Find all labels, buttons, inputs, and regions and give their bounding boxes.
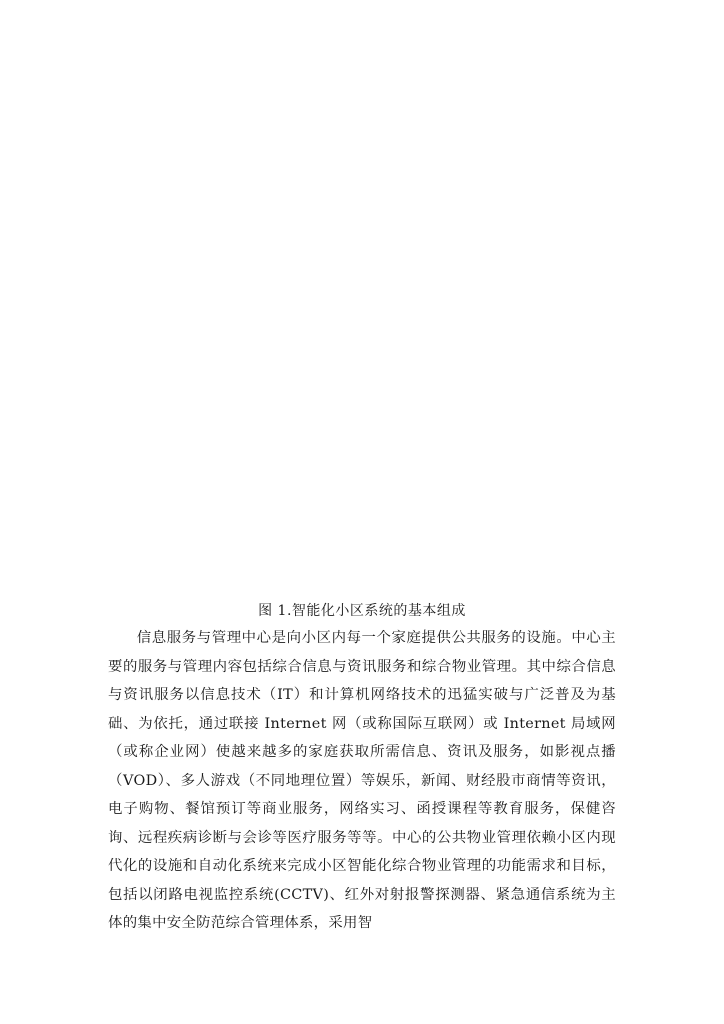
figure-caption: 图 1.智能化小区系统的基本组成 <box>258 603 466 619</box>
figure-placeholder <box>108 40 616 590</box>
body-paragraph: 信息服务与管理中心是向小区内每一个家庭提供公共服务的设施。中心主要的服务与管理内容包括综合信息与资讯服务和综合物业管理。其中综合信息与资讯服务以信息技术（IT）和计算机网络技术的迅猛实破与广泛普及为基础、为依托，通过联接 Internet 网（或称国际互联网）或 Internet 局域网（或称企业网）使越来越多的家庭获取所需信息、资讯及服务，如影视点播（VOD）、多人游戏（不同地理位置）等娱乐，新闻、财经股市商情等资讯，电子购物、餐馆预订等商业服务，网络实习、函授课程等教育服务，保健咨询、远程疾病诊断与会诊等医疗服务等等。中心的公共物业管理依赖小区内现代化的设施和自动化系统来完成小区智能化综合物业管理的功能需求和目标，包括以闭路电视监控系统(CCTV)、红外对射报警探测器、紧急通信系统为主体的集中安全防范综合管理体系，采用智 <box>108 630 616 931</box>
